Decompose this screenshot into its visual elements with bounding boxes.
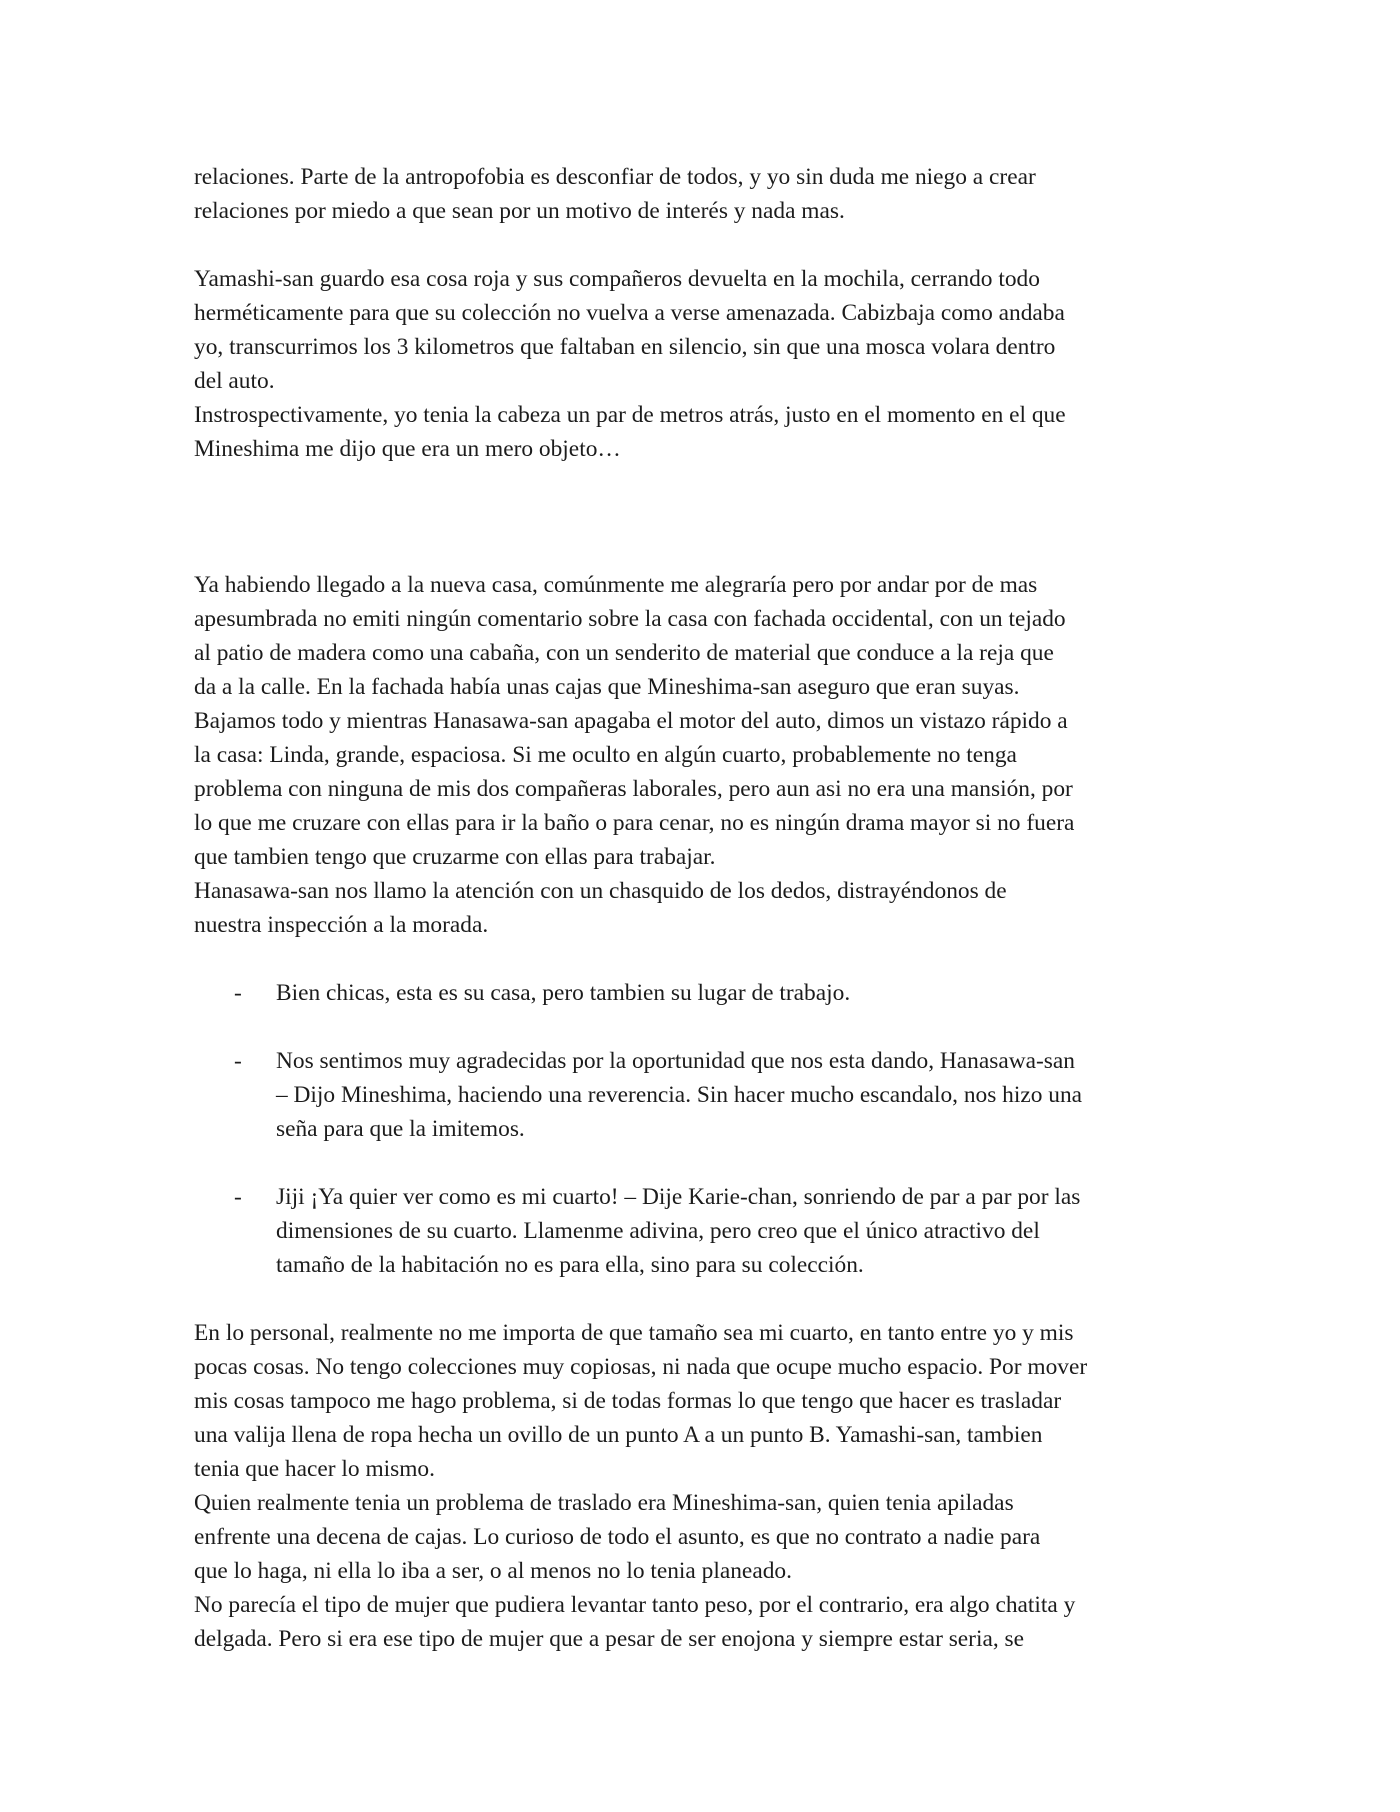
dialogue-line: dimensiones de su cuarto. Llamenme adivina, pero creo que el único atractivo del: [276, 1218, 1040, 1244]
text-line: herméticamente para que su colección no vuelva a verse amenazada. Cabizbaja como andaba: [194, 300, 1065, 326]
text-line: Yamashi-san guardo esa cosa roja y sus compañeros devuelta en la mochila, cerrando todo: [194, 266, 1040, 292]
dialogue-dash: -: [234, 1184, 242, 1210]
text-line: Quien realmente tenia un problema de traslado era Mineshima-san, quien tenia apiladas: [194, 1490, 1014, 1516]
text-line: lo que me cruzare con ellas para ir la baño o para cenar, no es ningún drama mayor si no fuera: [194, 810, 1075, 836]
dialogue-dash: -: [234, 1048, 242, 1074]
text-line: la casa: Linda, grande, espaciosa. Si me oculto en algún cuarto, probablemente no tenga: [194, 742, 1017, 768]
text-line: tenia que hacer lo mismo.: [194, 1456, 435, 1482]
text-line: enfrente una decena de cajas. Lo curioso de todo el asunto, es que no contrato a nadie para: [194, 1524, 1041, 1550]
text-line: que tambien tengo que cruzarme con ellas para trabajar.: [194, 844, 716, 870]
text-line: Mineshima me dijo que era un mero objeto…: [194, 436, 621, 462]
text-line: pocas cosas. No tengo colecciones muy copiosas, ni nada que ocupe mucho espacio. Por mover: [194, 1354, 1088, 1380]
text-line: al patio de madera como una cabaña, con un senderito de material que conduce a la reja que: [194, 640, 1054, 666]
dialogue-line: Nos sentimos muy agradecidas por la oportunidad que nos esta dando, Hanasawa-san: [276, 1048, 1075, 1074]
dialogue-line: seña para que la imitemos.: [276, 1116, 525, 1142]
paragraph: [194, 160, 1224, 228]
text-line: En lo personal, realmente no me importa de que tamaño sea mi cuarto, en tanto entre yo y mis: [194, 1320, 1074, 1346]
document-body: [194, 160, 1224, 1656]
text-line: que lo haga, ni ella lo iba a ser, o al menos no lo tenia planeado.: [194, 1558, 792, 1584]
dialogue-line: – Dijo Mineshima, haciendo una reverencia. Sin hacer mucho escandalo, nos hizo una: [276, 1082, 1083, 1108]
text-line: apesumbrada no emiti ningún comentario sobre la casa con fachada occidental, con un tejado: [194, 606, 1066, 632]
text-line: da a la calle. En la fachada había unas cajas que Mineshima-san aseguro que eran suyas.: [194, 674, 1020, 700]
dialogue-line: Jiji ¡Ya quier ver como es mi cuarto! – Dije Karie-chan, sonriendo de par a par por las: [276, 1184, 1081, 1210]
text-line: Instrospectivamente, yo tenia la cabeza un par de metros atrás, justo en el momento en el que: [194, 402, 1066, 428]
dialogue-item: [194, 1044, 1224, 1146]
dialogue-line: tamaño de la habitación no es para ella, sino para su colección.: [276, 1252, 864, 1278]
dialogue-dash: -: [234, 980, 242, 1006]
paragraph: [194, 1316, 1224, 1656]
text-line: del auto.: [194, 368, 275, 394]
text-line: Bajamos todo y mientras Hanasawa-san apagaba el motor del auto, dimos un vistazo rápido a: [194, 708, 1068, 734]
dialogue-item: [194, 976, 1224, 1010]
paragraph: [194, 262, 1224, 466]
text-line: nuestra inspección a la morada.: [194, 912, 489, 938]
text-line: mis cosas tampoco me hago problema, si de todas formas lo que tengo que hacer es trasladar: [194, 1388, 1062, 1414]
text-line: yo, transcurrimos los 3 kilometros que faltaban en silencio, sin que una mosca volara dentro: [194, 334, 1056, 360]
dialogue-item: [194, 1180, 1224, 1282]
text-line: No parecía el tipo de mujer que pudiera levantar tanto peso, por el contrario, era algo chatita y: [194, 1592, 1076, 1618]
text-line: Ya habiendo llegado a la nueva casa, comúnmente me alegraría pero por andar por de mas: [194, 572, 1038, 598]
paragraph: [194, 568, 1224, 942]
text-line: relaciones. Parte de la antropofobia es desconfiar de todos, y yo sin duda me niego a crear: [194, 164, 1036, 190]
text-line: delgada. Pero si era ese tipo de mujer que a pesar de ser enojona y siempre estar seria, se: [194, 1626, 1025, 1652]
text-line: relaciones por miedo a que sean por un motivo de interés y nada mas.: [194, 198, 845, 224]
text-line: una valija llena de ropa hecha un ovillo de un punto A a un punto B. Yamashi-san, tambien: [194, 1422, 1043, 1448]
dialogue-line: Bien chicas, esta es su casa, pero tambien su lugar de trabajo.: [276, 980, 851, 1006]
text-line: Hanasawa-san nos llamo la atención con un chasquido de los dedos, distrayéndonos de: [194, 878, 1007, 904]
text-line: problema con ninguna de mis dos compañeras laborales, pero aun asi no era una mansión, por: [194, 776, 1073, 802]
